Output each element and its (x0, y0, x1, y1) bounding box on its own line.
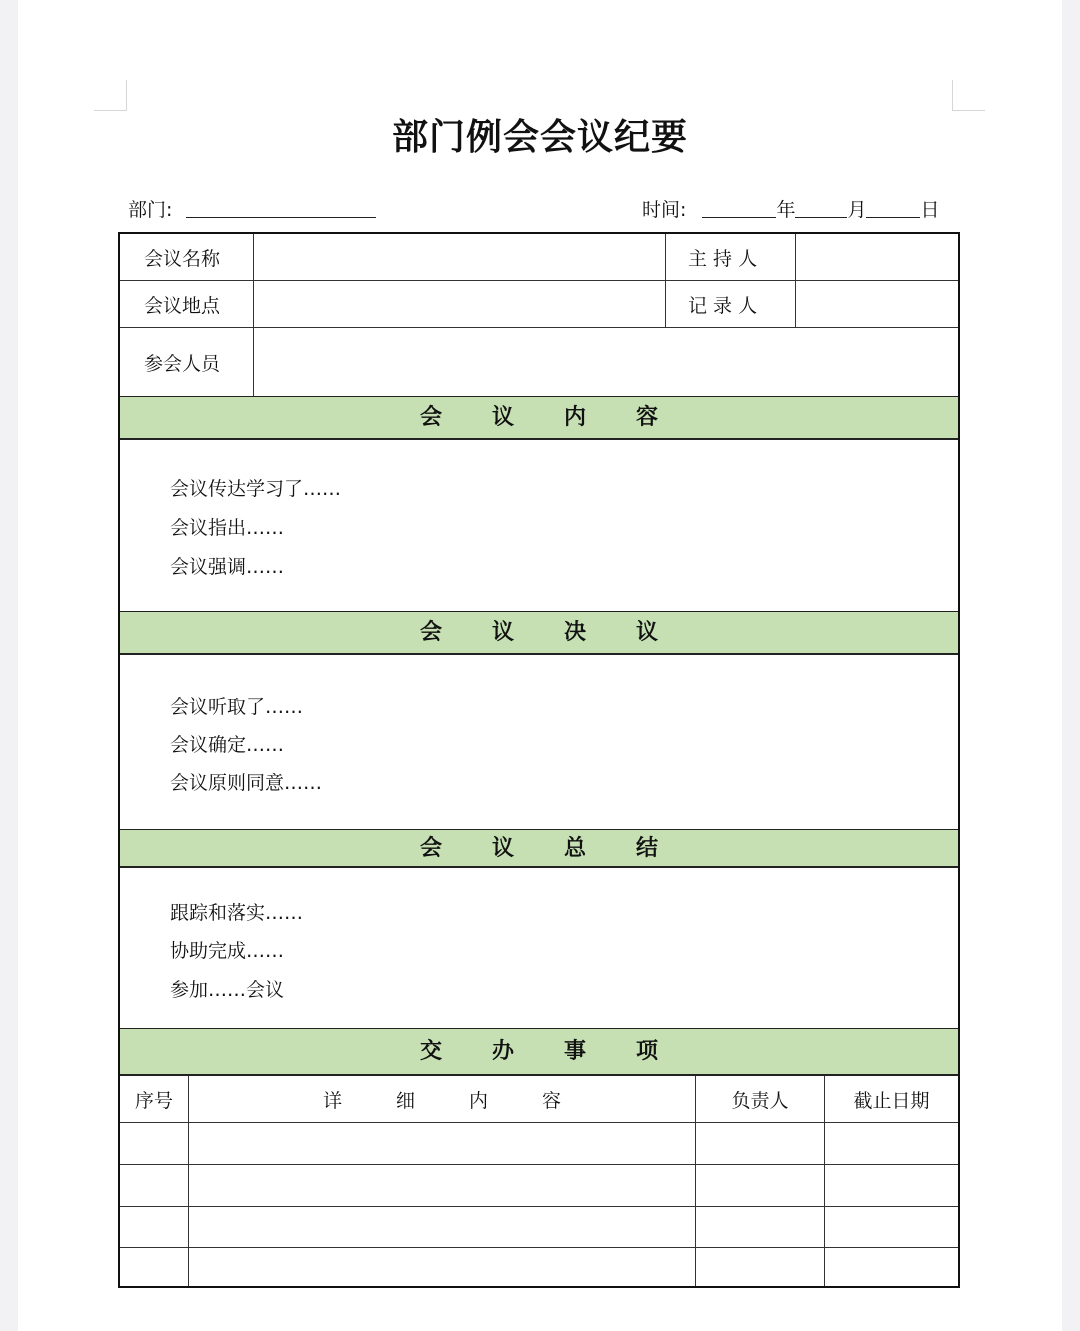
attendees-label: 参会人员 (144, 353, 221, 375)
content-line-3: 会议强调…… (170, 556, 285, 578)
month-label: 月 (847, 199, 867, 221)
column-header-owner: 负责人 (731, 1090, 789, 1112)
section-title-resolution: 会议决议 (419, 620, 708, 645)
column-header-deadline: 截止日期 (853, 1090, 930, 1112)
table-row[interactable] (120, 1207, 958, 1247)
department-field[interactable] (186, 197, 376, 218)
host-field[interactable] (796, 234, 958, 280)
section-title-content: 会议内容 (419, 405, 708, 430)
meeting-name-field[interactable] (254, 234, 664, 280)
column-header-details: 详 细 内 容 (322, 1090, 586, 1112)
crop-mark-top-right (952, 80, 985, 111)
table-row[interactable] (120, 1165, 958, 1206)
row-divider (120, 653, 958, 655)
resolution-line-1: 会议听取了…… (170, 696, 304, 718)
content-line-1: 会议传达学习了…… (170, 478, 342, 500)
section-title-summary: 会议总结 (419, 836, 708, 861)
summary-line-3: 参加……会议 (170, 979, 285, 1001)
meeting-minutes-form (118, 232, 960, 1288)
tasks-table (120, 1076, 958, 1286)
row-divider (120, 866, 958, 868)
column-divider (824, 1076, 825, 1286)
row-divider (120, 438, 958, 440)
section-header-tasks (120, 1029, 958, 1075)
month-field[interactable] (795, 197, 847, 218)
section-title-tasks: 交办事项 (419, 1039, 708, 1064)
year-field[interactable] (702, 197, 776, 218)
column-divider (695, 1076, 696, 1286)
meeting-place-label: 会议地点 (144, 295, 221, 317)
info-column-divider (665, 234, 666, 327)
content-line-2: 会议指出…… (170, 517, 285, 539)
column-divider (188, 1076, 189, 1286)
department-row (128, 196, 376, 224)
section-header-resolution (120, 612, 958, 654)
section-header-content (120, 397, 958, 439)
host-label: 主 持 人 (688, 248, 758, 270)
summary-line-2: 协助完成…… (170, 940, 285, 962)
label-column-divider (253, 234, 254, 396)
column-header-index: 序号 (134, 1090, 173, 1112)
info-column-divider (795, 234, 796, 327)
department-label: 部门: (128, 199, 173, 221)
time-row (642, 196, 940, 224)
time-label: 时间: (642, 199, 687, 221)
attendees-field[interactable] (254, 328, 958, 396)
summary-line-1: 跟踪和落实…… (170, 902, 304, 924)
recorder-label: 记 录 人 (688, 295, 758, 317)
document-title: 部门例会会议纪要 (391, 117, 688, 158)
table-row[interactable] (120, 1123, 958, 1164)
meeting-name-label: 会议名称 (144, 248, 221, 270)
year-label: 年 (776, 199, 796, 221)
crop-mark-top-left (94, 80, 127, 111)
section-header-summary (120, 830, 958, 867)
day-field[interactable] (866, 197, 920, 218)
table-row[interactable] (120, 1248, 958, 1286)
meeting-place-field[interactable] (254, 281, 664, 327)
recorder-field[interactable] (796, 281, 958, 327)
day-label: 日 (920, 199, 940, 221)
resolution-line-3: 会议原则同意…… (170, 772, 323, 794)
resolution-line-2: 会议确定…… (170, 734, 285, 756)
